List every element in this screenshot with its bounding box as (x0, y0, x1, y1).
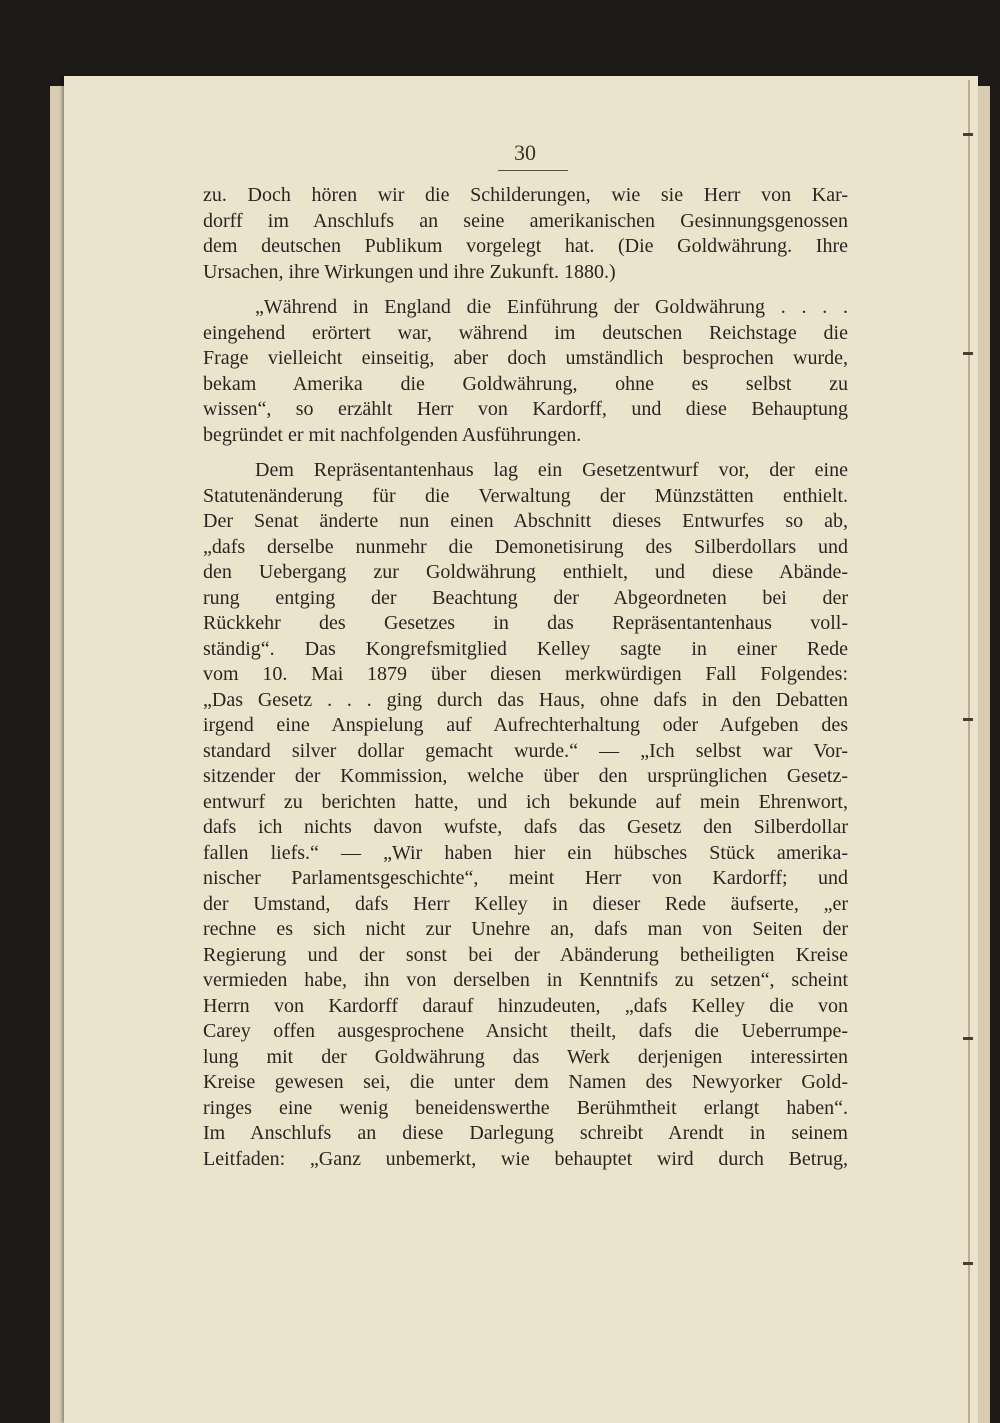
text-line: Dem Repräsentantenhaus lag ein Gesetzentwurf vor, der eine (255, 459, 848, 481)
text-line: dem deutschen Publikum vorgelegt hat. (Die Goldwährung. Ihre (203, 235, 848, 257)
text-line: „Das Gesetz . . . ging durch das Haus, ohne dafs in den Debatten (203, 688, 848, 711)
text-line: bekam Amerika die Goldwährung, ohne es selbst zu (203, 372, 848, 395)
text-line: dorff im Anschlufs an seine amerikanischen Gesinnungsgenossen (203, 209, 848, 232)
text-line: begründet er mit nachfolgenden Ausführungen. (203, 423, 582, 446)
text-line: rechne es sich nicht zur Unehre an, dafs man von Seiten der (203, 918, 848, 940)
text-line: Ursachen, ihre Wirkungen und ihre Zukunft. 1880.) (203, 260, 616, 283)
text-line: zu. Doch hören wir die Schilderungen, wie sie Herr von Kar- (203, 184, 848, 206)
binding-stitch (963, 1037, 973, 1040)
paragraph (203, 183, 848, 285)
text-line: standard silver dollar gemacht wurde.“ — „Ich selbst war Vor- (203, 739, 848, 762)
binding-stitch (963, 1262, 973, 1265)
text-line: irgend eine Anspielung auf Aufrechterhaltung oder Aufgeben des (203, 714, 848, 736)
text-line: vom 10. Mai 1879 über diesen merkwürdigen Fall Folgendes: (203, 663, 848, 685)
text-line: Regierung und der sonst bei der Abänderung betheiligten Kreise (203, 943, 848, 966)
text-line: Herrn von Kardorff darauf hinzudeuten, „dafs Kelley die von (203, 994, 848, 1017)
text-line: Statutenänderung für die Verwaltung der Münzstätten enthielt. (203, 484, 848, 507)
text-line: wissen“, so erzählt Herr von Kardorff, und diese Behauptung (203, 398, 848, 420)
binding-stitch (963, 352, 973, 355)
page-number: 30 (514, 140, 536, 165)
text-line: ständig“. Das Kongrefsmitglied Kelley sagte in einer Rede (203, 637, 848, 660)
text-line: Leitfaden: „Ganz unbemerkt, wie behauptet wird durch Betrug, (203, 1147, 848, 1170)
text-line: der Umstand, dafs Herr Kelley in dieser Rede äufserte, „er (203, 892, 848, 915)
text-line: rung entging der Beachtung der Abgeordneten bei der (203, 586, 848, 609)
text-line: nischer Parlamentsgeschichte“, meint Herr von Kardorff; und (203, 867, 848, 889)
text-line: eingehend erörtert war, während im deutschen Reichstage die (203, 321, 848, 344)
text-line: Im Anschlufs an diese Darlegung schreibt Arendt in seinem (203, 1122, 848, 1144)
text-line: Carey offen ausgesprochene Ansicht theilt, dafs die Ueberrumpe- (203, 1020, 848, 1042)
binding-stitch (963, 133, 973, 136)
text-line: „Während in England die Einführung der Goldwährung . . . . (255, 296, 848, 318)
binding-stitch (963, 718, 973, 721)
text-line: fallen liefs.“ — „Wir haben hier ein hübsches Stück amerika- (203, 841, 848, 864)
paragraph (203, 458, 848, 1172)
paragraph (203, 295, 848, 448)
text-line: Kreise gewesen sei, die unter dem Namen des Newyorker Gold- (203, 1071, 848, 1093)
text-line: „dafs derselbe nunmehr die Demonetisirung des Silberdollars und (203, 535, 848, 558)
text-line: sitzender der Kommission, welche über den ursprünglichen Gesetz- (203, 765, 848, 787)
text-line: Der Senat änderte nun einen Abschnitt dieses Entwurfes so ab, (203, 510, 848, 532)
text-line: den Uebergang zur Goldwährung enthielt, und diese Abände- (203, 561, 848, 583)
binding-edge (968, 80, 970, 1423)
text-line: vermieden habe, ihn von derselben in Kenntnifs zu setzen“, scheint (203, 969, 848, 991)
page-number-rule (498, 170, 568, 171)
text-line: dafs ich nichts davon wufste, dafs das Gesetz den Silberdollar (203, 816, 848, 838)
body-text (203, 183, 848, 1172)
text-line: ringes eine wenig beneidenswerthe Berühmtheit erlangt haben“. (203, 1096, 848, 1119)
text-line: entwurf zu berichten hatte, und ich bekunde auf mein Ehrenwort, (203, 790, 848, 813)
text-line: Frage vielleicht einseitig, aber doch umständlich besprochen wurde, (203, 347, 848, 369)
text-line: Rückkehr des Gesetzes in das Repräsentantenhaus voll- (203, 612, 848, 634)
text-line: lung mit der Goldwährung das Werk derjenigen interessirten (203, 1045, 848, 1068)
